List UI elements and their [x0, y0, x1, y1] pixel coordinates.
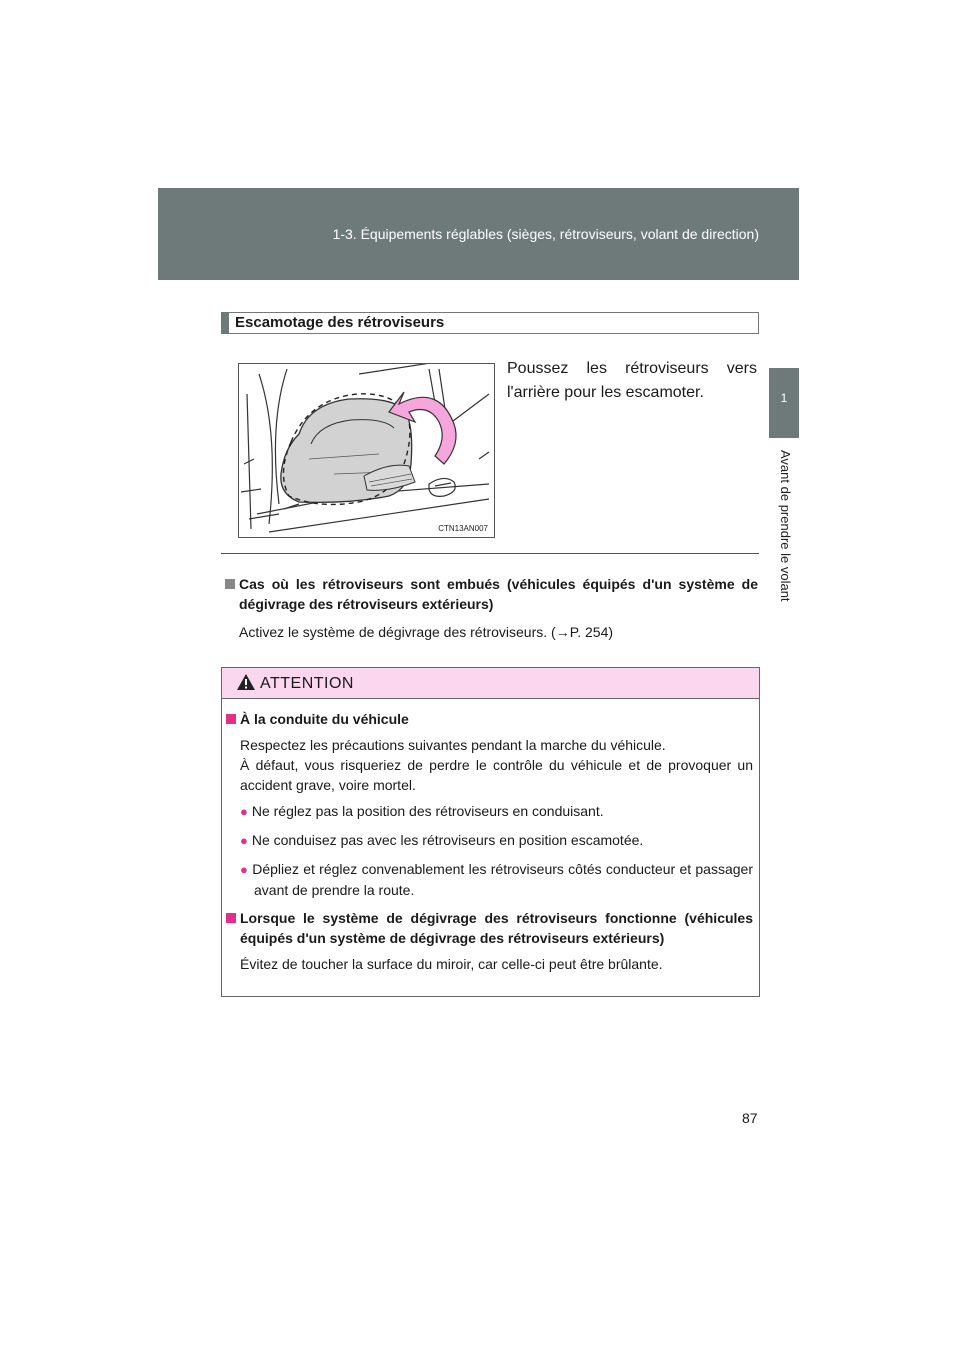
bullet-text: Ne réglez pas la position des rétroviseurs en conduisant.: [251, 803, 604, 819]
attention-text: Évitez de toucher la surface du miroir, car celle-ci peut être brûlante.: [240, 956, 663, 972]
square-bullet-icon: [225, 579, 235, 589]
attention-bullet: [222, 801, 753, 822]
attention-item-title: [222, 908, 753, 948]
note-title-text: Cas où les rétroviseurs sont embués (véhicules équipés d'un système de dégivrage des rétroviseurs extérieurs): [239, 576, 758, 612]
attention-content: [222, 699, 759, 974]
attention-text: [222, 735, 753, 795]
divider: [221, 553, 759, 554]
attention-title: ATTENTION: [260, 675, 354, 692]
attention-header: [222, 668, 759, 699]
defog-note: [225, 574, 758, 642]
attention-item-title-text: À la conduite du véhicule: [240, 711, 409, 727]
attention-line: Respectez les précautions suivantes pendant la marche du véhicule.: [240, 737, 666, 753]
folding-mirror-illustration: [239, 364, 494, 537]
attention-item-title-text: Lorsque le système de dégivrage des rétroviseurs fonctionne (véhicules équipés d'un système de dégivrage des rétroviseurs extérieurs): [240, 910, 753, 946]
note-body: Activez le système de dégivrage des rétroviseurs. (→P. 254): [239, 624, 614, 640]
mirror-figure: [238, 363, 495, 538]
square-bullet-icon: [226, 913, 236, 923]
attention-bullet: [222, 830, 753, 851]
warning-triangle-icon: [236, 673, 256, 691]
circle-bullet-icon: ●: [240, 804, 248, 819]
square-bullet-icon: [226, 714, 236, 724]
circle-bullet-icon: ●: [240, 833, 248, 848]
circle-bullet-icon: ●: [240, 862, 249, 877]
figure-code: CTN13AN007: [438, 524, 488, 533]
attention-box: [221, 667, 760, 997]
attention-line: À défaut, vous risqueriez de perdre le contrôle du véhicule et de provoquer un accident grave, voire mortel.: [240, 757, 753, 793]
attention-item-title: [222, 709, 753, 729]
bullet-text: Dépliez et réglez convenablement les rétroviseurs côtés conducteur et passager avant de prendre la route.: [252, 861, 753, 898]
section-title: Escamotage des rétroviseurs: [221, 312, 759, 334]
chapter-title: 1-3. Équipements réglables (sièges, rétroviseurs, volant de direction): [332, 226, 759, 242]
chapter-tab: 1: [769, 368, 799, 438]
instruction-text: Poussez les rétroviseurs vers l'arrière pour les escamoter.: [507, 360, 757, 401]
chapter-side-label: Avant de prendre le volant: [778, 450, 793, 602]
page-number: 87: [742, 1110, 758, 1126]
chapter-header: [158, 188, 799, 280]
note-title: [225, 574, 758, 614]
bullet-text: Ne conduisez pas avec les rétroviseurs en position escamotée.: [251, 832, 644, 848]
attention-bullet: [222, 859, 753, 900]
